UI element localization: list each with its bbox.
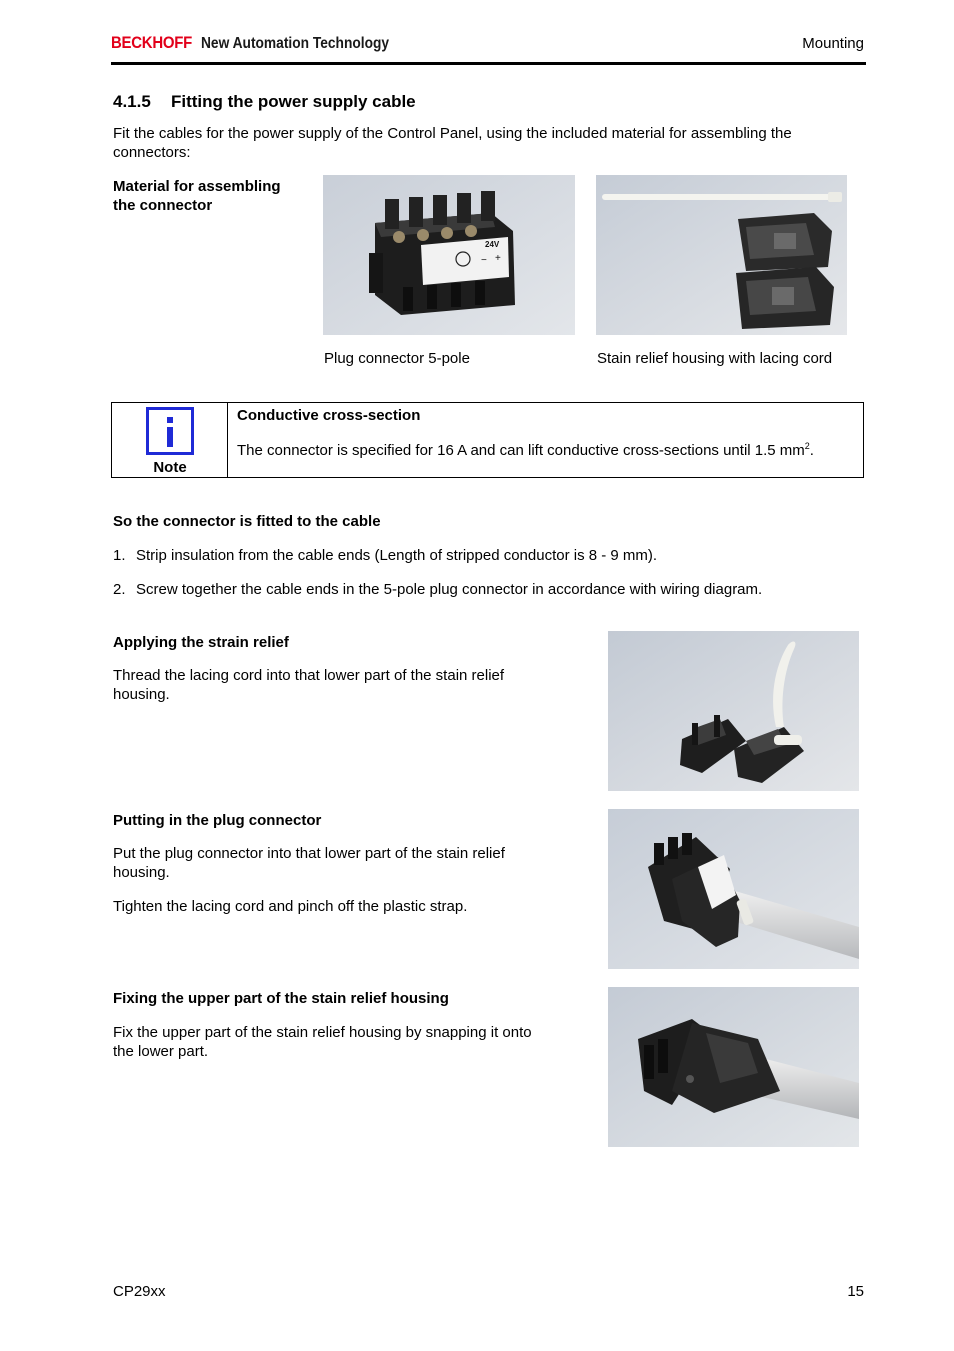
material-label-line2: the connector <box>113 197 213 214</box>
plug-in-heading: Putting in the plug connector <box>113 812 322 829</box>
strain-relief-heading: Applying the strain relief <box>113 634 289 651</box>
caption-strain-relief-housing: Stain relief housing with lacing cord <box>597 350 833 367</box>
step-2-text: Screw together the cable ends in the 5-pole plug connector in accordance with wiring diagram. <box>136 581 763 598</box>
material-label-line1: Material for assembling <box>113 178 281 195</box>
header-section-name: Mounting <box>802 35 864 52</box>
brand-name: BECKHOFF <box>111 33 193 52</box>
upper-part-line1: Fix the upper part of the stain relief housing by snapping it onto <box>113 1024 532 1041</box>
assembled-connector-photo <box>608 987 859 1147</box>
step-2-number: 2. <box>113 581 126 598</box>
note-icon-cell <box>112 403 228 477</box>
plug-connector-inserted-photo <box>608 809 859 969</box>
brand-tagline: New Automation Technology <box>201 35 390 52</box>
material-label <box>113 177 281 215</box>
strain-relief-line1: Thread the lacing cord into that lower part of the stain relief <box>113 667 505 684</box>
strain-relief-housing-photo <box>596 175 847 335</box>
section-title: Fitting the power supply cable <box>171 92 416 111</box>
note-box <box>111 402 864 478</box>
footer-document-name: CP29xx <box>113 1283 166 1300</box>
intro-paragraph: Fit the cables for the power supply of the Control Panel, using the included material for assembling the connectors: <box>113 125 792 161</box>
connector-plus-label: + <box>495 253 501 264</box>
note-label: Note <box>153 459 187 476</box>
plug-in-line2: housing. <box>113 864 170 881</box>
note-title: Conductive cross-section <box>237 407 421 424</box>
strain-relief-line2: housing. <box>113 686 170 703</box>
note-text-main: The connector is specified for 16 A and can lift conductive cross-sections until 1.5 mm <box>237 442 805 459</box>
strain-relief-photo <box>608 631 859 791</box>
plug-connector-photo <box>323 175 575 335</box>
plug-in-text <box>113 844 583 882</box>
fitting-heading: So the connector is fitted to the cable <box>113 513 381 530</box>
footer-page-number: 15 <box>847 1283 864 1300</box>
upper-part-text <box>113 1023 583 1061</box>
section-number: 4.1.5 <box>113 92 151 111</box>
header-divider <box>111 62 866 65</box>
step-1 <box>113 546 657 565</box>
caption-plug-connector: Plug connector 5-pole <box>324 350 470 367</box>
note-superscript: 2 <box>804 441 810 451</box>
note-text <box>237 441 814 459</box>
strain-relief-text <box>113 666 583 704</box>
upper-part-heading: Fixing the upper part of the stain relief housing <box>113 990 449 1007</box>
connector-voltage-label: 24V <box>485 240 500 249</box>
step-1-number: 1. <box>113 547 126 564</box>
upper-part-line2: the lower part. <box>113 1043 209 1060</box>
plug-in-tighten-text: Tighten the lacing cord and pinch off the plastic strap. <box>113 898 468 915</box>
connector-minus-label: − <box>481 255 487 266</box>
note-text-end: . <box>809 442 814 459</box>
step-2 <box>113 580 762 599</box>
brand-logo <box>111 33 420 53</box>
info-icon <box>146 407 194 455</box>
step-1-text: Strip insulation from the cable ends (Length of stripped conductor is 8 - 9 mm). <box>136 547 658 564</box>
section-heading <box>113 92 416 112</box>
plug-in-line1: Put the plug connector into that lower part of the stain relief <box>113 845 505 862</box>
